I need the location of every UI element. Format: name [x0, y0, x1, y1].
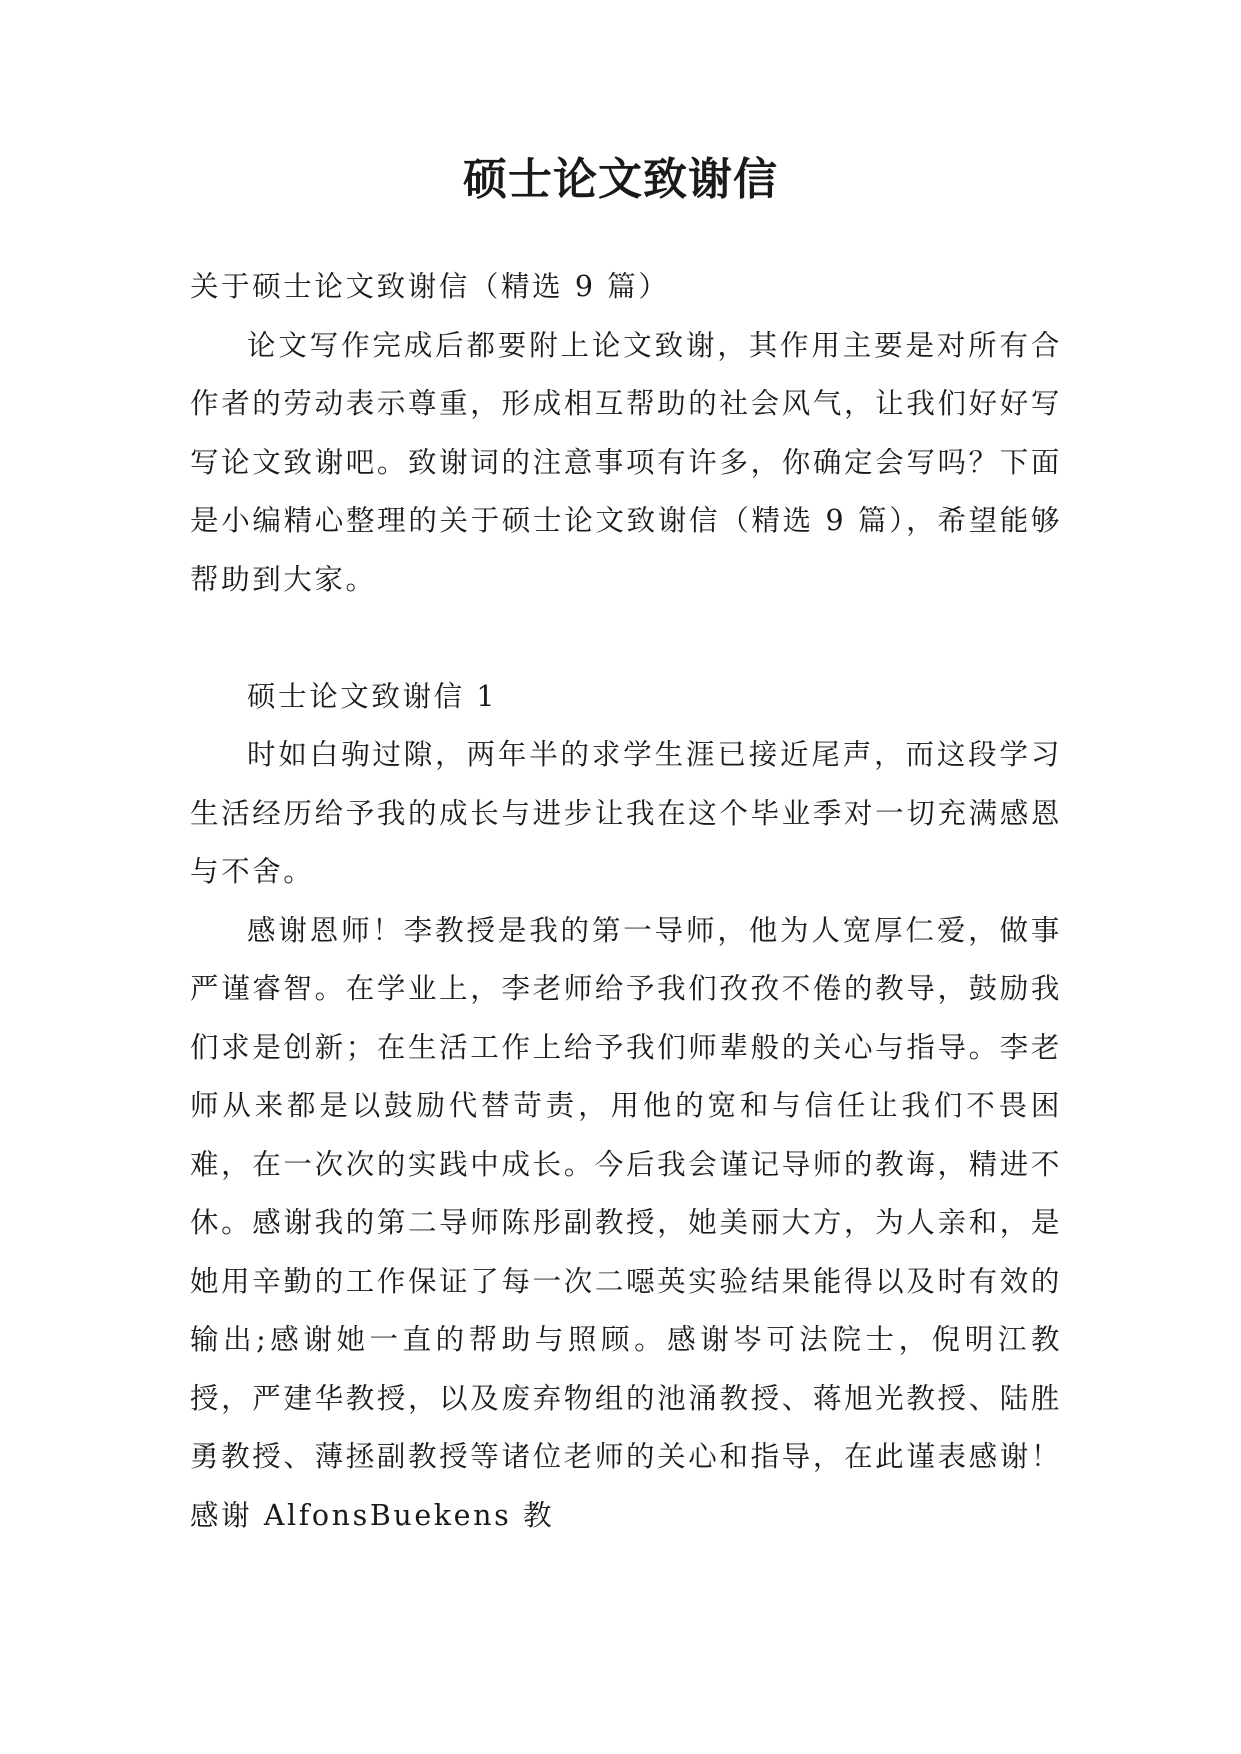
document-body [190, 258, 1062, 1545]
section-heading: 硕士论文致谢信 1 [247, 679, 498, 713]
intro-paragraph: 论文写作完成后都要附上论文致谢，其作用主要是对所有合作者的劳动表示尊重，形成相互帮助的社会风气，让我们好好写写论文致谢吧。致谢词的注意事项有许多，你确定会写吗？下面是小编精心整理的关于硕士论文致谢信（精选 9 篇），希望能够帮助到大家。 [190, 328, 1062, 596]
document-title: 硕士论文致谢信 [463, 154, 778, 205]
body-paragraph-2: 感谢恩师！李教授是我的第一导师，他为人宽厚仁爱，做事严谨睿智。在学业上，李老师给予我们孜孜不倦的教导，鼓励我们求是创新；在生活工作上给予我们师辈般的关心与指导。李老师从来都是以鼓励代替苛责，用他的宽和与信任让我们不畏困难，在一次次的实践中成长。今后我会谨记导师的教诲，精进不休。感谢我的第二导师陈彤副教授，她美丽大方，为人亲和，是她用辛勤的工作保证了每一次二噁英实验结果能得以及时有效的输出;感谢她一直的帮助与照顾。感谢岑可法院士，倪明江教授，严建华教授，以及废弃物组的池涌教授、蒋旭光教授、陆胜勇教授、薄拯副教授等诸位老师的关心和指导，在此谨表感谢！感谢 AlfonsBuekens 教 [190, 913, 1062, 1532]
document-subtitle: 关于硕士论文致谢信（精选 9 篇） [190, 270, 670, 303]
body-paragraph-1: 时如白驹过隙，两年半的求学生涯已接近尾声，而这段学习生活经历给予我的成长与进步让我在这个毕业季对一切充满感恩与不舍。 [190, 738, 1062, 888]
section-spacer [190, 609, 1062, 668]
